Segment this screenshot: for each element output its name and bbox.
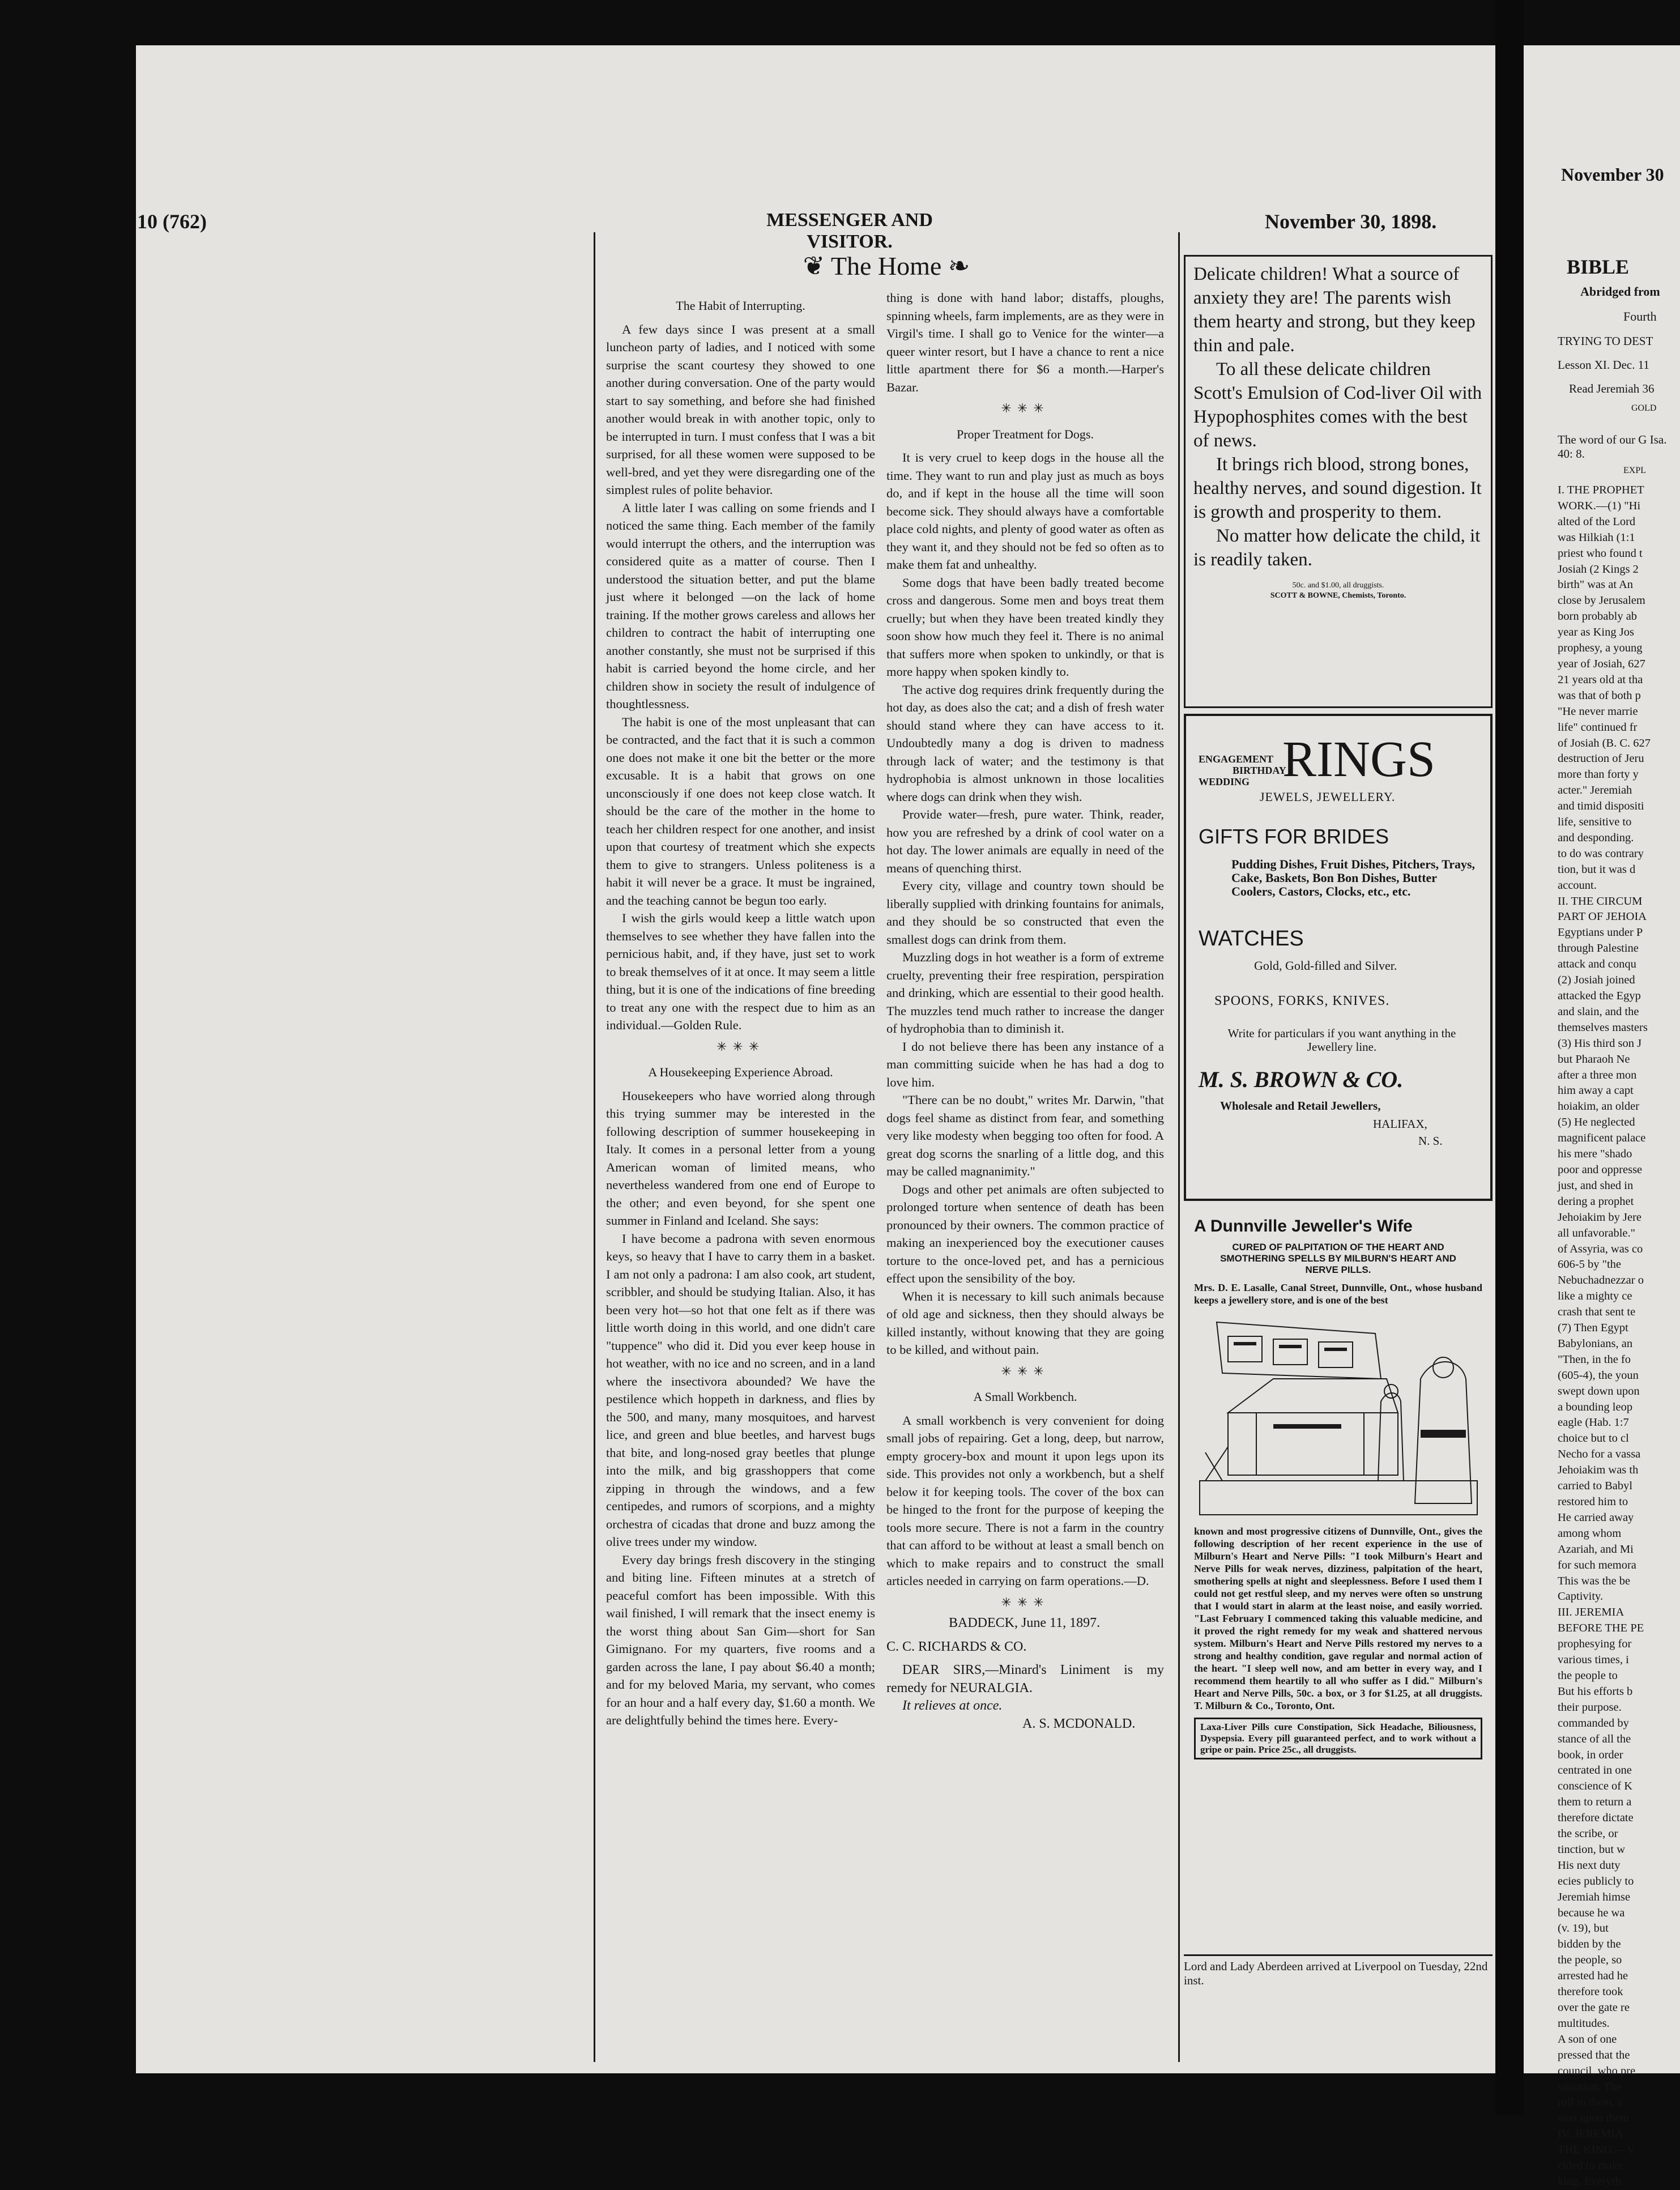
next-page-line: life" continued fr xyxy=(1558,721,1638,734)
next-page-line: "Then, in the fo xyxy=(1558,1353,1631,1366)
next-page-line: year as King Jos xyxy=(1558,626,1634,639)
next-page-line: birth" was at An xyxy=(1558,578,1634,591)
next-page-line: pressed that the xyxy=(1558,2048,1630,2061)
next-page-line: 606-5 by "the xyxy=(1558,1258,1621,1271)
article-title: A Housekeeping Experience Abroad. xyxy=(648,1065,833,1079)
column-rule xyxy=(594,232,595,2062)
next-page-line: ecies publicly to xyxy=(1558,1874,1634,1888)
next-page-line: over the gate re xyxy=(1558,2001,1630,2014)
next-page-line: magnificent palace xyxy=(1558,1132,1646,1145)
next-page-line: Jehoiakim was th xyxy=(1558,1464,1639,1477)
next-page-line: all unfavorable." xyxy=(1558,1226,1636,1239)
next-page-line: swept down upon xyxy=(1558,1384,1640,1397)
brown-ad-city: HALIFAX, xyxy=(1373,1117,1427,1131)
leaf-ornament-icon: ❦ xyxy=(803,252,825,280)
next-page-quarter: Fourth xyxy=(1623,309,1657,323)
article-paragraph: Muzzling dogs in hot weather is a form of extreme cruelty, preventing their free respiration, perspiration and drinking, which are essential to their good health. The muzzles tend much rather to increase the danger of hydrophobia than to diminish it. xyxy=(886,950,1164,1036)
milburn-ad xyxy=(1184,1212,1493,1937)
next-page-line: eagle (Hab. 1:7 xyxy=(1558,1416,1629,1429)
next-page-line: just, and shed in xyxy=(1558,1179,1634,1192)
home-column-2 xyxy=(886,289,1164,2045)
scotts-emulsion-ad xyxy=(1184,255,1493,708)
next-page-line: tion, but it was d xyxy=(1558,863,1636,876)
next-page-line: arrested had he xyxy=(1558,1970,1628,1983)
article-title: The Habit of Interrupting. xyxy=(676,299,805,313)
next-page-line: 21 years old at tha xyxy=(1558,673,1643,686)
article-paragraph: thing is done with hand labor; distaffs, ploughs, spinning wheels, farm implements, are as they were in Virgil's time. I shall go to Venice for the winter—a queer winter resort, but I have a chance to rent a nice little apartment there for $6 a month.—Harper's Bazar. xyxy=(886,291,1164,394)
next-page-line: account. xyxy=(1558,879,1597,892)
scotts-ad-price: 50c. and $1.00, all druggists. xyxy=(1292,581,1384,590)
next-page-line: poor and oppresse xyxy=(1558,1163,1643,1176)
letter-signature: A. S. MCDONALD. xyxy=(1022,1716,1136,1731)
next-page-line: therefore dictate xyxy=(1558,1812,1634,1825)
column-rule xyxy=(1178,232,1180,2062)
next-page-line: after a three mon xyxy=(1558,1068,1637,1081)
next-page-line: his mere "shado xyxy=(1558,1148,1632,1161)
next-page-line: PART OF JEHOIA xyxy=(1558,910,1647,923)
article-paragraph: A little later I was calling on some friends and I noticed the same thing. Each member of the family would interrupt the others, and the interruption was considered quite as a matter of course. Then I understood the situation better, and put the blame just where it belonged —on the lack of home training. If the mother grows careless and allows her children to contract the habit of interrupting one another constantly, she must not be surprised if this habit is carried beyond the home circle, and her children show in society the result of indulgence of thoughtlessness. xyxy=(606,500,875,711)
article-paragraph: It is very cruel to keep dogs in the house all the time. They want to run and play just as much as boys do, and if kept in the house all the time will soon become sick. They should always have a comfortable place cold nights, and plenty of good water as often as they want it, and they should not be fed so often as to make them fat and unhealthy. xyxy=(886,450,1164,572)
next-page-line: (605-4), the youn xyxy=(1558,1369,1639,1382)
brown-ad-items: Pudding Dishes, Fruit Dishes, Pitchers, Trays, Cake, Baskets, Bon Bon Dishes, Butter Coolers, Castors, Clocks, etc., etc. xyxy=(1231,857,1476,898)
next-page-line: to do was contrary xyxy=(1558,847,1644,860)
next-page-line: conscience of K xyxy=(1558,1780,1633,1793)
next-page-title: BIBLE xyxy=(1567,255,1630,278)
next-page-line: attack and conqu xyxy=(1558,958,1636,971)
next-page-line: book, in order xyxy=(1558,1748,1623,1761)
next-page-line: a bounding leop xyxy=(1558,1400,1633,1413)
section-separator: ✳✳✳ xyxy=(716,1039,765,1054)
next-page-line: but Pharaoh Ne xyxy=(1558,1053,1630,1066)
article-paragraph: When it is necessary to kill such animals because of old age and sickness, then they should always be killed instantly, without knowing that they are going to be killed, and without pain. xyxy=(886,1289,1164,1357)
next-page-line: roll to them, a xyxy=(1558,2096,1623,2109)
next-page-line: Azariah, and Mi xyxy=(1558,1543,1634,1556)
next-page-strip xyxy=(1524,45,1680,2188)
section-separator: ✳✳✳ xyxy=(1001,1595,1050,1609)
section-separator: ✳✳✳ xyxy=(1001,401,1050,415)
next-page-line: THE KING.—V xyxy=(1558,2144,1635,2157)
next-page-line: Jeremiah himse xyxy=(1558,1890,1631,1903)
next-page-lesson-title: TRYING TO DEST xyxy=(1558,334,1653,348)
article-paragraph: "There can be no doubt," writes Mr. Darwin, "that dogs feel shame as distinct from fear, and something very like modesty when begging too often for food. A great dog scorns the snarling of a little dog, and this may be called magnanimity." xyxy=(886,1093,1164,1178)
letter-place: BADDECK, June 11, 1897. xyxy=(949,1616,1101,1630)
next-page-line: priest who found t xyxy=(1558,547,1643,560)
next-page-line: II. THE CIRCUM xyxy=(1558,894,1643,907)
brown-ad-gold: Gold, Gold-filled and Silver. xyxy=(1254,958,1397,973)
next-page-line: (5) He neglected xyxy=(1558,1116,1635,1129)
next-page-line: He carried away xyxy=(1558,1511,1634,1524)
next-page-line: through Palestine xyxy=(1558,942,1639,955)
newspaper-page xyxy=(136,45,1495,2073)
next-page-line: him away a capt xyxy=(1558,1084,1634,1097)
article-paragraph: Housekeepers who have worried along through this trying summer may be interested in the following description of summer housekeeping in Italy. It comes in a personal letter from a young American woman of limited means, who nevertheless wandered from one end of Europe to the other; and even beyond, for she spent one summer in Finland and Iceland. She says: xyxy=(606,1088,875,1228)
home-column-1 xyxy=(606,289,875,2034)
next-page-lesson: Lesson XI. Dec. 11 xyxy=(1558,358,1649,372)
next-page-line: carried to Babyl xyxy=(1558,1480,1633,1493)
jewellery-store-illustration xyxy=(1194,1311,1483,1520)
milburn-ad-intro: Mrs. D. E. Lasalle, Canal Street, Dunnville, Ont., whose husband keeps a jewellery store, and is one of the best xyxy=(1194,1282,1482,1306)
article-paragraph: The active dog requires drink frequently during the hot day, as does also the cat; and a dish of fresh water should stand where they can have access to it. Undoubtedly many a dog is driven to madness through lack of water; and the testimony is that hydrophobia is almost unknown in those localities where dogs can drink when they wish. xyxy=(886,682,1164,804)
next-page-line: more than forty y xyxy=(1558,768,1639,781)
masthead-title: MESSENGER AND VISITOR. xyxy=(766,210,933,252)
next-page-line: acter." Jeremiah xyxy=(1558,784,1632,797)
brown-ad-occasions xyxy=(1199,753,1286,787)
next-page-line: hoiakim, an older xyxy=(1558,1100,1640,1113)
section-separator: ✳✳✳ xyxy=(1001,1364,1050,1378)
next-page-line: restored him to xyxy=(1558,1495,1628,1508)
next-page-line: multitudes. xyxy=(1558,2017,1610,2030)
next-page-line: of Josiah (B. C. 627 xyxy=(1558,736,1651,749)
next-page-line: therefore took xyxy=(1558,1986,1623,1999)
next-page-line: commanded by xyxy=(1558,1716,1629,1729)
next-page-line: "He never marrie xyxy=(1558,705,1638,718)
brown-ad-jewels: JEWELS, JEWELLERY. xyxy=(1260,790,1396,804)
scotts-ad-paragraph: To all these delicate children Scott's Emulsion of Cod-liver Oil with Hypophosphites comes with the best of news. xyxy=(1193,359,1482,451)
next-page-header: November 30 xyxy=(1561,164,1664,185)
next-page-line: of Assyria, was co xyxy=(1558,1242,1643,1255)
next-page-line: life, sensitive to xyxy=(1558,816,1632,829)
next-page-line: born probably ab xyxy=(1558,610,1638,623)
brown-ad-watches: WATCHES xyxy=(1199,927,1304,951)
brown-ad-prov: N. S. xyxy=(1418,1134,1443,1148)
article-paragraph: The habit is one of the most unpleasant that can be contracted, and the fact that it is such a common one does not make it one bit the better or the more excusable. It is a habit that grows on one unconsciously if one does not keep close watch. It should be the care of the mother in the home to teach her children respect for one another, and insist upon that courtesy of treatment which she expects them to give to strangers. Unless politeness is a habit it will never be a grace. It must be ingrained, and the teaching cannot be begun too early. xyxy=(606,714,875,907)
next-page-line: the people, so xyxy=(1558,1954,1622,1967)
next-page-line: His next duty xyxy=(1558,1859,1621,1872)
next-page-line: centrated in one xyxy=(1558,1764,1632,1777)
leaf-ornament-icon: ❧ xyxy=(948,252,970,280)
right-ads-column xyxy=(1184,255,1495,2062)
brown-ad-occasion: BIRTHDAY xyxy=(1233,765,1286,776)
article-paragraph: A small workbench is very convenient for doing small jobs of repairing. Get a long, deep, but narrow, empty grocery-box and mount it upon legs upon its side. This provides not only a workbench, but a shelf below it for keeping tools. The cover of the box can be hinged to the front for the purpose of keeping the tools more secure. There is not a farm in the country that can afford to be without at least a small bench on which to make repairs and to construct the small articles needed in carrying on farm operations.—D. xyxy=(886,1413,1164,1588)
next-page-line: among whom xyxy=(1558,1527,1622,1540)
next-page-line: Nebuchadnezzar o xyxy=(1558,1274,1644,1287)
scotts-ad-paragraph: Delicate children! What a source of anxiety they are! The parents wish them hearty and strong, but they keep thin and pale. xyxy=(1193,264,1476,356)
article-paragraph: Some dogs that have been badly treated become cross and dangerous. Some men and boys treat them cruelly; but when they have been treated kindly they soon show how much they feel it. There is no animal that suffers more when spoken to unkindly, or that is more happy when spoken kindly to. xyxy=(886,575,1164,679)
next-page-line: stance of all the xyxy=(1558,1732,1631,1745)
next-page-verse: The word of our G Isa. 40: 8. xyxy=(1558,433,1667,461)
scotts-ad-paragraph: No matter how delicate the child, it is readily taken. xyxy=(1193,526,1481,570)
brown-ad-spoons: SPOONS, FORKS, KNIVES. xyxy=(1214,994,1390,1008)
next-page-sub: Abridged from xyxy=(1580,284,1660,299)
next-page-line: BEFORE THE PE xyxy=(1558,1622,1644,1635)
next-page-line: cided to make xyxy=(1558,2159,1623,2172)
article-paragraph: I wish the girls would keep a little watch upon themselves to see whether they have fallen into the pernicious habit, and, if they have, just set to work to break themselves of it at once. It may seem a little thing, but it is one of the indications of fine breeding to treat any one with the respect due to him as an individual.—Golden Rule. xyxy=(606,911,875,1032)
scotts-ad-paragraph: It brings rich blood, strong bones, healthy nerves, and sound digestion. It is growth and prosperity to them. xyxy=(1193,454,1482,522)
brown-ad-gifts: GIFTS FOR BRIDES xyxy=(1199,825,1389,848)
next-page-line: This was the be xyxy=(1558,1574,1631,1587)
next-page-line: Necho for a vassa xyxy=(1558,1448,1641,1461)
next-page-line: year of Josiah, 627 xyxy=(1558,657,1645,670)
next-page-line: alted of the Lord xyxy=(1558,515,1636,528)
milburn-ad-body: known and most progressive citizens of Dunnville, Ont., gives the following description of her recent experience in the use of Milburn's Heart and Nerve Pills: "I took Milburn's Heart and Nerve Pills for weak nerves, dizziness, palpitation of the heart, smothering spells at night and sleeplessness. Before I used them I could not get restful sleep, and my nerves were often so unstrung that I would start in alarm at the least noise, and easily worried. "Last February I commenced taking this valuable medicine, and it proved the right remedy for my weak and shattered nervous system. Milburn's Heart and Nerve Pills restored my nerves to a strong and healthy condition, gave regular and normal action of the heart. "I sleep well now, and am better in every way, and I recommend them heartily to all who suffer as I did." Milburn's Heart and Nerve Pills, 50c. a box, or 3 for $1.25, at all druggists. T. Milburn & Co., Toronto, Ont. xyxy=(1194,1526,1482,1711)
next-page-line: A son of one xyxy=(1558,2033,1617,2046)
next-page-line: (7) Then Egypt xyxy=(1558,1322,1628,1335)
article-paragraph: Provide water—fresh, pure water. Think, reader, how you are refreshed by a drink of cool water on a hot day. The lower animals are equally in need of the means of quenching thirst. xyxy=(886,807,1164,875)
next-page-line: and slain, and the xyxy=(1558,1005,1639,1018)
brown-ad-trade: Wholesale and Retail Jewellers, xyxy=(1220,1099,1381,1113)
next-page-line: choice but to cl xyxy=(1558,1432,1629,1445)
brown-ad-occasion: WEDDING xyxy=(1199,776,1250,787)
letter-body: DEAR SIRS,—Minard's Liniment is my remedy for NEURALGIA. xyxy=(886,1663,1164,1695)
next-page-line: sion upon them xyxy=(1558,2112,1630,2125)
milburn-ad-subtitle: CURED OF PALPITATION OF THE HEART AND SMOTHERING SPELLS BY MILBURN'S HEART AND NERVE PILLS. xyxy=(1220,1242,1456,1275)
next-page-line: I. THE PROPHET xyxy=(1558,484,1644,496)
next-page-line: attacked the Egyp xyxy=(1558,990,1641,1002)
page-gutter xyxy=(1495,0,1524,2115)
next-page-line: and timid dispositi xyxy=(1558,800,1644,813)
next-page-line: (2) Josiah joined xyxy=(1558,974,1635,987)
next-page-line: council, who pre xyxy=(1558,2064,1636,2077)
article-paragraph: I have become a padrona with seven enormous keys, so heavy that I have to carry them in a basket. I am not only a padrona: I am also cook, art student, scribbler, and should be studying Italian. Also, it has been very hot—so hot that one felt as if there was little worth doing in this world, and one didn't care "tuppence" who did it. Did you ever keep house in hot weather, with no ice and no screen, and in a land where the insectivora abounded? We have the pestilence which hoppeth in darkness, and flies by the 500, and many, many mosquitoes, and harvest lice, and green and blue beetles, and harvest bugs that bite, and long-nosed gray beetles that plunge into the milk, and big grasshoppers that come zipping in through the windows, and a few centipedes, and rumors of scorpions, and a mighty orchestra of cicadas that drone and buzz among the olive trees under my window. xyxy=(606,1231,875,1549)
home-heading-text: The Home xyxy=(830,252,942,280)
next-page-line: their purpose. xyxy=(1558,1701,1622,1714)
milburn-ad-laxa: Laxa-Liver Pills cure Constipation, Sick Headache, Biliousness, Dyspepsia. Every pill guaranteed perfect, and to work without a gripe or pain. Price 25c., all druggists. xyxy=(1194,1718,1482,1759)
next-page-golden: GOLD xyxy=(1631,403,1657,413)
next-page-line: dering a prophet xyxy=(1558,1195,1634,1208)
brown-ad-occasion: ENGAGEMENT xyxy=(1199,753,1274,765)
brown-ad-rings: RINGS xyxy=(1282,731,1436,787)
next-page-line: various times, i xyxy=(1558,1654,1629,1667)
next-page-line: the people to xyxy=(1558,1669,1618,1682)
next-page-line: tinction, but w xyxy=(1558,1843,1626,1856)
next-page-line: situation. The xyxy=(1558,2080,1622,2093)
next-page-line: because he wa xyxy=(1558,1906,1625,1919)
article-title: A Small Workbench. xyxy=(973,1390,1077,1404)
letter-relief: It relieves at once. xyxy=(902,1698,1003,1713)
next-page-line: But his efforts b xyxy=(1558,1685,1633,1698)
issue-date: November 30, 1898. xyxy=(1265,210,1437,233)
next-page-line: the scribe, or xyxy=(1558,1827,1618,1840)
next-page-line: (v. 19), but xyxy=(1558,1922,1609,1935)
article-title: Proper Treatment for Dogs. xyxy=(957,427,1094,441)
home-section-heading xyxy=(606,250,1167,281)
news-brief: Lord and Lady Aberdeen arrived at Liverpool on Tuesday, 22nd inst. xyxy=(1184,1954,1493,1988)
article-paragraph: A few days since I was present at a small luncheon party of ladies, and I noticed with some surprise the scant courtesy they showed to one another during conversation. One of the party would start to say something, and before she had finished another would break in with another topic, only to be interrupted in turn. I must confess that I was a bit surprised, for all these women were supposed to be well-bred, and yet they were disregarding one of the simplest rules of polite behavior. xyxy=(606,322,875,497)
next-page-line: for such memora xyxy=(1558,1558,1636,1571)
next-page-line: destruction of Jeru xyxy=(1558,752,1644,765)
next-page-line: Captivity. xyxy=(1558,1590,1604,1603)
next-page-line: WORK.—(1) "Hi xyxy=(1558,499,1641,512)
next-page-text xyxy=(1558,483,1680,2190)
article-paragraph: Dogs and other pet animals are often subjected to prolonged torture when sentence of death has been pronounced by their owners. The common practice of making an inexperienced boy the executioner causes torture to the once-loved pet, and has a pernicious effect upon the sensibility of the boy. xyxy=(886,1182,1164,1285)
milburn-ad-title: A Dunnville Jeweller's Wife xyxy=(1194,1217,1413,1235)
next-page-line: and desponding. xyxy=(1558,831,1634,844)
next-page-line: like a mighty ce xyxy=(1558,1290,1632,1303)
next-page-line: bidden by the xyxy=(1558,1938,1621,1951)
next-page-line: Egyptians under P xyxy=(1558,926,1643,939)
next-page-line: prophesying for xyxy=(1558,1638,1632,1651)
next-page-line: prophesy, a young xyxy=(1558,642,1643,655)
next-page-line: was Hilkiah (1:1 xyxy=(1558,531,1635,544)
page-number: 10 (762) xyxy=(137,210,207,233)
next-page-line: IV. JEREMIA xyxy=(1558,2128,1623,2141)
ms-brown-ad xyxy=(1184,714,1493,1201)
next-page-read: Read Jeremiah 36 xyxy=(1569,382,1655,395)
article-paragraph: I do not believe there has been any instance of a man committing suicide when he has had a dog to love him. xyxy=(886,1039,1164,1089)
letter-recipient: C. C. RICHARDS & CO. xyxy=(886,1639,1027,1654)
next-page-line: themselves masters xyxy=(1558,1021,1648,1034)
next-page-line: them to return a xyxy=(1558,1796,1632,1809)
scotts-ad-maker: SCOTT & BOWNE, Chemists, Toronto. xyxy=(1270,591,1406,600)
next-page-line: crash that sent te xyxy=(1558,1306,1636,1319)
next-page-line: close by Jerusalem xyxy=(1558,594,1645,607)
brown-ad-write: Write for particulars if you want anything in the Jewellery line. xyxy=(1227,1026,1456,1054)
next-page-line: (3) His third son J xyxy=(1558,1037,1642,1050)
brown-ad-name: M. S. BROWN & CO. xyxy=(1199,1067,1404,1092)
next-page-line: Babylonians, an xyxy=(1558,1337,1633,1350)
next-page-line: III. JEREMIA xyxy=(1558,1606,1624,1619)
next-page-line: Josiah (2 Kings 2 xyxy=(1558,563,1639,576)
next-page-line: Jehoiakim by Jere xyxy=(1558,1211,1642,1224)
next-page-expl: EXPL xyxy=(1623,466,1646,475)
next-page-line: was that of both p xyxy=(1558,689,1641,702)
article-paragraph: Every day brings fresh discovery in the stinging and biting line. Fifteen minutes at a stretch of peaceful comfort has been impossible. With this wail finished, I will remark that the insect enemy is the worst thing about San Gim—short for San Gimignano. For my quarters, five rooms and a garden across the lane, I pay about $6.40 a month; and for my beloved Maria, my servant, who comes for an hour and a half every day, $1.60 a month. We are delightfully behind the times here. Every- xyxy=(606,1552,875,1727)
next-page-line: king. Everyth xyxy=(1558,2175,1621,2188)
article-paragraph: Every city, village and country town should be liberally supplied with drinking fountains for animals, and they should be so constructed that even the smallest dogs can drink from them. xyxy=(886,879,1164,947)
